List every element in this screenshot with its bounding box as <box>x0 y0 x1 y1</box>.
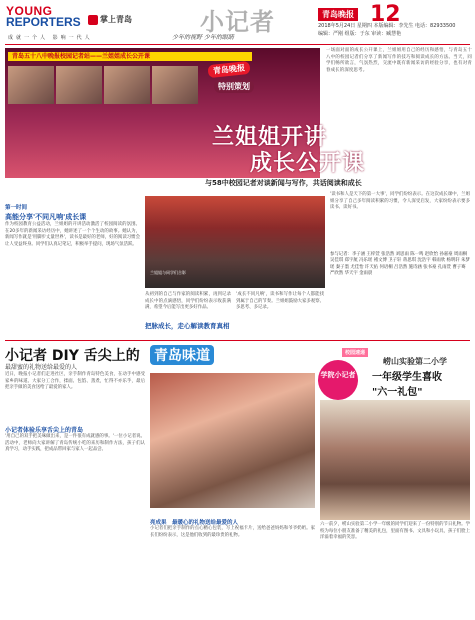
badge-paper: 青岛晚报 <box>207 61 250 78</box>
diy-body: 近日，晚报小记者们走进社区，亲手制作青岛特色美食，在动手中感受家乡的味道。大家分工合作，揉面、包馅、蒸煮，忙得不亦乐乎，最后把亲手做的美食送给了最爱的家人。 <box>5 372 145 391</box>
headline-line1: 兰姐姐开讲 <box>212 125 328 150</box>
diy-body2: '用自己的双手把美味做出来，是一件很有成就感的事。'一位小记者说。活动中，老师向大家讲解了青岛传统小吃的来历和制作方法，孩子们认真学习，动手实践，把成品带回家与家人一起品尝。 <box>5 434 145 453</box>
section2-headline: 把脉成长，走心解读教育真相 <box>145 322 230 330</box>
diy-photo <box>150 373 315 508</box>
diy-subtitle: 最甜蜜的礼物送给最爱的人 <box>5 364 78 371</box>
school-tag: 校园速递 <box>342 348 368 357</box>
banner-photo-strip <box>8 66 198 104</box>
diy-flow-head: 亮成果 最暖心的礼物送给最爱的人 <box>150 520 239 526</box>
school-title: 崂山实验第二小学 <box>383 357 447 366</box>
diy-flow-body: 小记者们把亲手制作的点心精心包装，写上祝福卡片，送给爸爸妈妈和爷爷奶奶。家长们纷纷表示，这是他们收到的最珍贵的礼物。 <box>150 526 315 538</box>
school-photo <box>320 400 470 520</box>
section1-headline: 高能分享'不同凡响'成长课 <box>5 213 87 221</box>
intro-text: 一场面对面的成长公开课上，兰姐姐用自己的经历和感悟，与青岛五十八中的校园记者们分享了新闻写作的技巧和阅读成长的方法。当天，同学们畅所欲言，气氛热烈，交流中既有新闻采访的经验分享，也有对青春成长的深度思考。 <box>326 48 472 74</box>
header-divider <box>5 44 470 45</box>
editor-line: 编辑：严刚 组版：于东 审读：臧慧艳 <box>318 31 402 37</box>
slogan: 成就一个人 影响一代人 <box>8 35 93 41</box>
section-divider <box>5 340 470 341</box>
page-number: 12 <box>370 2 401 27</box>
masthead: 小记者 <box>200 8 275 36</box>
diy-title: 小记者 DIY 舌尖上的 <box>5 348 140 364</box>
school-body: 六一前夕，崂山实验第二小学一年级的同学们迎来了一份特别的节日礼物。学校为每位小朋友准备了精美的礼包，里面有图书、文具和小玩具，孩子们脸上洋溢着幸福的笑容。 <box>320 522 470 541</box>
qingdao-app-logo <box>88 14 132 25</box>
qingdao-icon <box>88 15 98 25</box>
column2-text: 从初到的自己与作家的阅读积累，再到记录成长中的点滴感悟，同学们纷纷表示收获满满，希望今后能写出更多好作品。 <box>145 292 231 311</box>
school-subtitle <box>372 368 442 398</box>
banner-title: 青岛五十八中晚报校园记者站——兰姐姐成长公开课 <box>8 52 252 61</box>
photo-caption: 兰姐姐与同学们合影 <box>150 270 186 275</box>
section1-kicker: 第一时间 <box>5 205 28 211</box>
date-line: 2018年5月24日 星期四 本版编辑：李先生 电话：82933500 <box>318 23 456 29</box>
badge-special: 特别策划 <box>214 80 254 93</box>
sub-slogan: 少年的视野 少年的眼睛 <box>172 34 234 41</box>
headline-line2: 成长公开课 <box>250 151 366 176</box>
qingdao-logo-text: 掌上青岛 <box>100 15 132 24</box>
logo-young: YOUNG <box>6 4 53 18</box>
column3-text: '成长不同凡响'，读书和写作让每个人都能找到属于自己的节奏。兰姐姐鼓励大家多观察、多思考、多记录。 <box>236 292 324 311</box>
young-reporters-logo <box>6 6 86 28</box>
diy-title-highlight: 青岛味道 <box>150 345 214 365</box>
school-subtitle-a: 一年级学生喜收 <box>372 372 442 383</box>
section1-body: 作为校园教育公益活动，兰姐姐的开讲活动激活了校园阅读的氛围。在20多年的新闻采访经历中，她讲述了一个个生动的故事。她认为，新闻写作就是'用脚步丈量世界'，读书是最好的老师，好的阅读习惯会让人受益终身。同学们认真记笔记，积极举手提问，现场气氛活跃。 <box>5 222 140 248</box>
logo-reporters: REPORTERS <box>6 15 81 29</box>
diy-subhead: 小记者体验乐享舌尖上的青岛 <box>5 427 84 434</box>
school-badge <box>318 360 358 400</box>
paper-name: 青岛晚报 <box>318 8 358 21</box>
school-subtitle-b: "六一礼包" <box>372 387 423 398</box>
headline-sub: 与58中校园记者对谈新闻与写作，共话阅读和成长 <box>205 179 362 187</box>
reporter-namelist: 参与记者：李子涵 王梓萱 张浩然 刘思雨 陈一鸣 赵欣怡 孙嘉豪 周雨桐 吴佳琪 郑宇航 冯乐瑶 褚文博 卫子轩 蒋思琪 沈浩宇 韩雨欣 杨明轩 朱梦瑶 秦子墨 尤佳怡 许天佑 何语桐 吕浩然 施诗涵 张书豪 孔雨萱 曹子骞 严欣然 华天宇 金雨晨 <box>330 252 470 277</box>
column4-text: '读书和人是天下的第一大事'，同学们纷纷表示。在这次成长课中，兰姐姐分享了自己多年阅读积累的习惯，令人深受启发，大家纷纷表示要多读书、读好书。 <box>330 192 470 211</box>
school-badge-text: 学院小记者 <box>320 371 356 379</box>
